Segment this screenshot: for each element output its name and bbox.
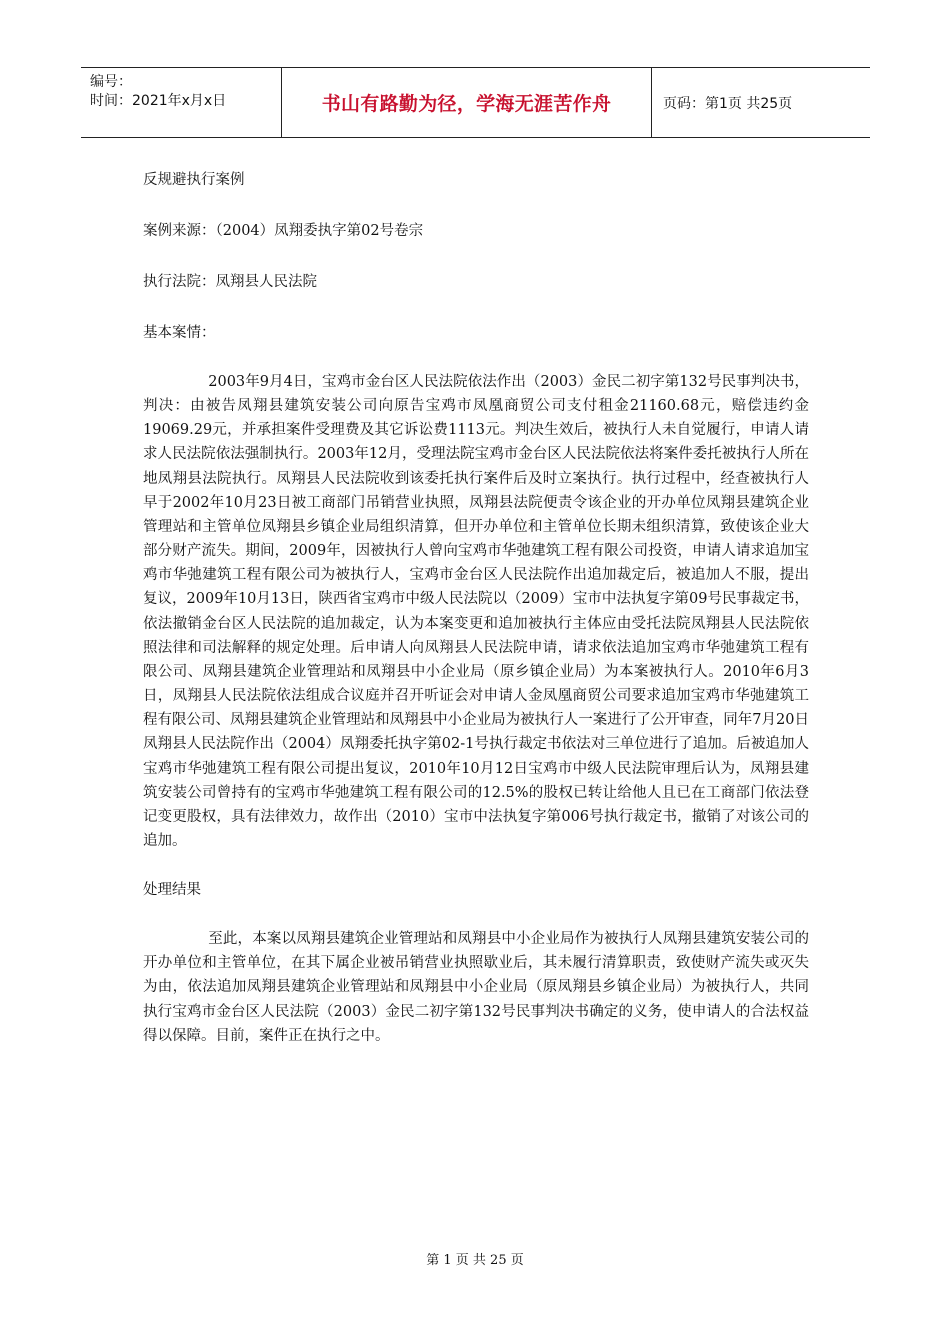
result-heading: 处理结果: [143, 882, 201, 899]
header-meta: [81, 68, 282, 137]
result-paragraph: 至此，本案以凤翔县建筑企业管理站和凤翔县中小企业局作为被执行人凤翔县建筑安装公司的开办单位和主管单位，在其下属企业被吊销营业执照歇业后，其未履行清算职责，致使财产流失或灭失为由，依法追加凤翔县建筑企业管理站和凤翔县中小企业局（原凤翔县乡镇企业局）为被执行人，共同执行宝鸡市金台区人民法院（2003）金民二初字第132号民事判决书确定的义务，使申请人的合法权益得以保障。目前，案件正在执行之中。: [143, 931, 809, 1044]
header-page-info: 页码：第1页 共25页: [663, 95, 793, 112]
document-number-label: 编号：: [90, 74, 132, 90]
facts-paragraph: 2003年9月4日，宝鸡市金台区人民法院依法作出（2003）金民二初字第132号民事判决书，判决：由被告凤翔县建筑安装公司向原告宝鸡市凤凰商贸公司支付租金21160.68元，赔偿违约金19069.29元，并承担案件受理费及其它诉讼费1113元。判决生效后，被执行人未自觉履行，申请人请求人民法院依法强制执行。2003年12月，受理法院宝鸡市金台区人民法院依法将案件委托被执行人所在地凤翔县法院执行。凤翔县人民法院收到该委托执行案件后及时立案执行。执行过程中，经查被执行人早于2002年10月23日被工商部门吊销营业执照，凤翔县法院便责令该企业的开办单位凤翔县建筑企业管理站和主管单位凤翔县乡镇企业局组织清算，但开办单位和主管单位长期未组织清算，致使该企业大部分财产流失。期间，2009年，因被执行人曾向宝鸡市华弛建筑工程有限公司投资，申请人请求追加宝鸡市华弛建筑工程有限公司为被执行人，宝鸡市金台区人民法院作出追加裁定后，被追加人不服，提出复议，2009年10月13日，陕西省宝鸡市中级人民法院以（2009）宝市中法执复字第09号民事裁定书，依法撤销金台区人民法院的追加裁定，认为本案变更和追加被执行主体应由受托法院凤翔县人民法院依照法律和司法解释的规定处理。后申请人向凤翔县人民法院申请，请求依法追加宝鸡市华弛建筑工程有限公司、凤翔县建筑企业管理站和凤翔县中小企业局（原乡镇企业局）为本案被执行人。2010年6月3日，凤翔县人民法院依法组成合议庭并召开听证会对申请人金凤凰商贸公司要求追加宝鸡市华弛建筑工程有限公司、凤翔县建筑企业管理站和凤翔县中小企业局为被执行人一案进行了公开审查，同年7月20日凤翔县人民法院作出（2004）凤翔委托执字第02-1号执行裁定书依法对三单位进行了追加。后被追加人宝鸡市华弛建筑工程有限公司提出复议，2010年10月12日宝鸡市中级人民法院审理后认为，凤翔县建筑安装公司曾持有的宝鸡市华弛建筑工程有限公司的12.5%的股权已转让给他人且已在工商部门依法登记变更股权，具有法律效力，故作出（2010）宝市中法执复字第006号执行裁定书，撤销了对该公司的追加。: [143, 374, 809, 849]
page-footer: 第 1 页 共 25 页: [426, 1253, 524, 1268]
executing-court: 执行法院：凤翔县人民法院: [143, 274, 317, 290]
page-header: [81, 67, 870, 138]
facts-heading: 基本案情：: [143, 325, 216, 341]
document-time-label: 时间：2021年x月x日: [90, 93, 227, 109]
header-motto: 书山有路勤为径，学海无涯苦作舟: [282, 68, 652, 137]
case-source: 案例来源：（2004）凤翔委执字第02号卷宗: [143, 223, 424, 239]
document-body: [143, 168, 809, 1048]
document-title: 反规避执行案例: [143, 172, 245, 188]
